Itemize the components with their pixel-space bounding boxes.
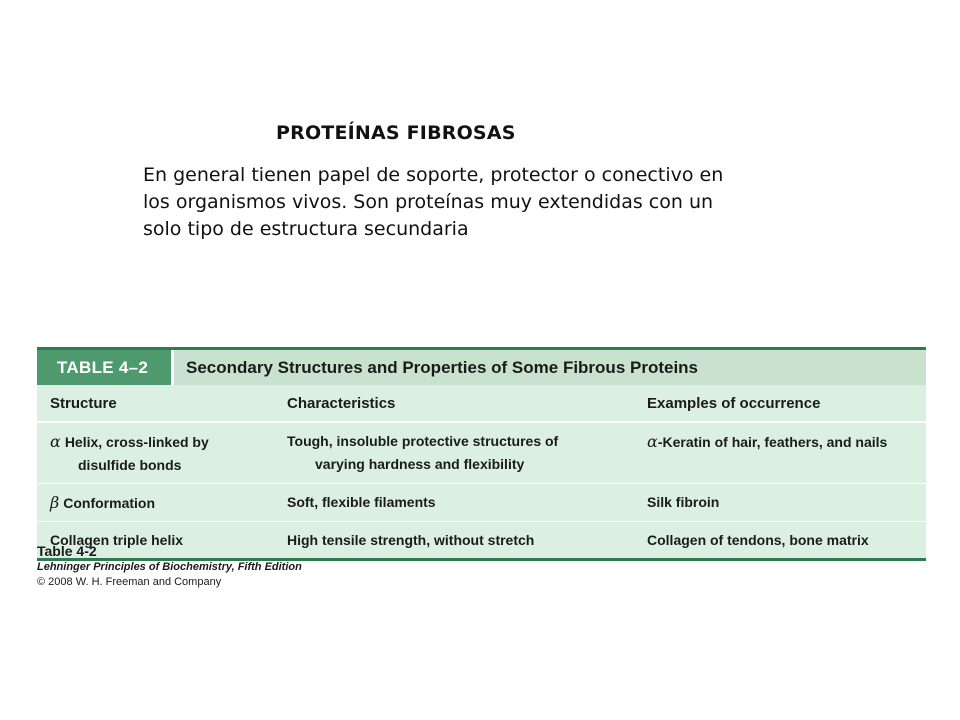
table-title: Secondary Structures and Properties of Some Fibrous Proteins: [174, 350, 926, 385]
structure-text: Helix, cross-linked by: [64, 434, 209, 450]
column-header-examples: Examples of occurrence: [647, 394, 821, 412]
fibrous-proteins-table: [37, 347, 926, 561]
column-header-structure: Structure: [50, 394, 117, 412]
table-header-bar: [37, 347, 926, 385]
caption-book-title: Lehninger Principles of Biochemistry, Fifth Edition: [37, 561, 302, 573]
examples-text: Collagen of tendons, bone matrix: [647, 532, 869, 548]
characteristics-text: Tough, insoluble protective structures of: [287, 433, 559, 449]
table-body: [37, 385, 926, 561]
alpha-symbol: α: [647, 432, 658, 451]
body-line: solo tipo de estructura secundaria: [143, 218, 469, 240]
cell-structure: [37, 430, 287, 477]
structure-text: disulfide bonds: [78, 457, 182, 473]
alpha-symbol: α: [50, 432, 61, 451]
cell-examples: [647, 491, 926, 515]
caption-label: Table 4-2: [37, 543, 97, 559]
cell-characteristics: [287, 491, 647, 515]
table-number: TABLE 4–2: [37, 350, 174, 385]
structure-text: Conformation: [63, 495, 156, 511]
slide-title: PROTEÍNAS FIBROSAS: [276, 122, 516, 144]
beta-symbol: β: [50, 493, 60, 512]
cell-characteristics: [287, 529, 647, 552]
structure-text: Collagen triple helix: [50, 532, 184, 548]
body-line: los organismos vivos. Son proteínas muy extendidas con un: [143, 191, 714, 213]
slide-body-text: [143, 162, 833, 243]
examples-text: Silk fibroin: [647, 494, 720, 510]
table-row: [37, 423, 926, 484]
table-caption: [37, 542, 302, 590]
table-column-headers: [37, 385, 926, 423]
cell-characteristics: [287, 430, 647, 477]
examples-text: -Keratin of hair, feathers, and nails: [657, 434, 888, 450]
cell-structure: [37, 491, 287, 515]
characteristics-text: High tensile strength, without stretch: [287, 532, 535, 548]
column-header-characteristics: Characteristics: [287, 394, 396, 412]
table-row: [37, 484, 926, 522]
characteristics-text: Soft, flexible filaments: [287, 494, 436, 510]
caption-copyright: © 2008 W. H. Freeman and Company: [37, 576, 222, 588]
characteristics-text: varying hardness and flexibility: [315, 456, 525, 472]
cell-examples: [647, 430, 926, 477]
body-line: En general tienen papel de soporte, protector o conectivo en: [143, 164, 724, 186]
cell-examples: [647, 529, 926, 552]
